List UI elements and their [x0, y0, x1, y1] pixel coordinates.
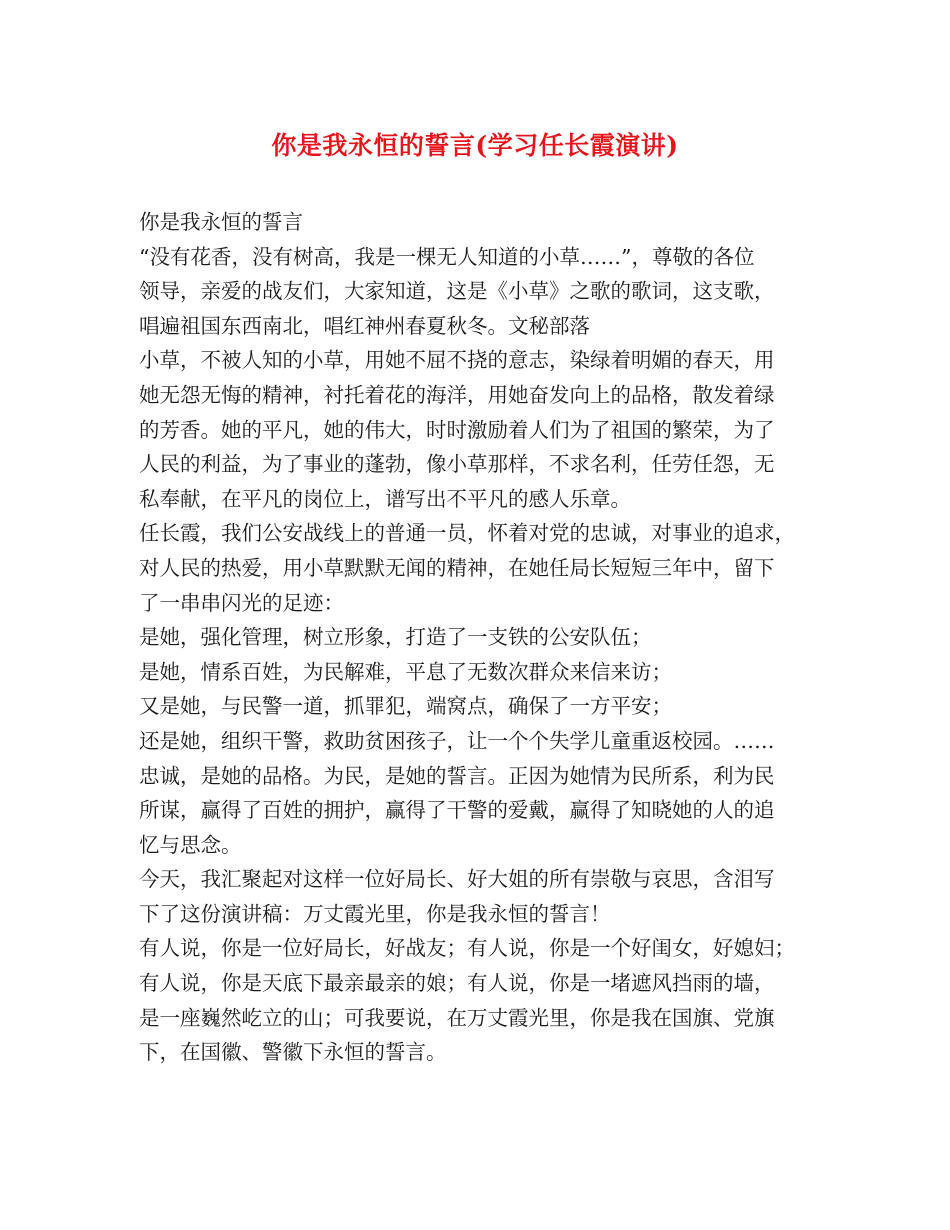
body-line: 所谋，赢得了百姓的拥护，赢得了干警的爱戴，赢得了知晓她的人的追 — [139, 798, 775, 823]
body-line: 她无怨无悔的精神，衬托着花的海洋，用她奋发向上的品格，散发着绿 — [139, 382, 775, 407]
body-line: 是她，强化管理，树立形象，打造了一支铁的公安队伍； — [139, 625, 652, 650]
body-line: 是她，情系百姓，为民解难，平息了无数次群众来信来访； — [139, 659, 672, 684]
body-line: 唱遍祖国东西南北，唱红神州春夏秋冬。文秘部落 — [139, 313, 590, 338]
body-line: 小草，不被人知的小草，用她不屈不挠的意志，染绿着明媚的春天，用 — [139, 348, 775, 373]
body-line: 下，在国徽、警徽下永恒的誓言。 — [139, 1040, 447, 1065]
body-line: 领导，亲爱的战友们，大家知道，这是《小草》之歌的歌词，这支歌， — [139, 279, 775, 304]
body-line: 了一串串闪光的足迹： — [139, 590, 344, 615]
body-line: 对人民的热爱，用小草默默无闻的精神，在她任局长短短三年中，留下 — [139, 555, 775, 580]
body-line: 任长霞，我们公安战线上的普通一员，怀着对党的忠诚，对事业的追求， — [139, 521, 795, 546]
body-line: 有人说，你是一位好局长，好战友；有人说，你是一个好闺女，好媳妇； — [139, 936, 795, 961]
body-line: 是一座巍然屹立的山；可我要说，在万丈霞光里，你是我在国旗、党旗 — [139, 1005, 775, 1030]
document-body — [139, 205, 829, 1070]
body-line: 忠诚，是她的品格。为民，是她的誓言。正因为她情为民所系，利为民 — [139, 763, 775, 788]
document-title: 你是我永恒的誓言(学习任长霞演讲) — [271, 131, 679, 160]
body-line: “没有花香，没有树高，我是一棵无人知道的小草……”，尊敬的各位 — [139, 244, 755, 269]
body-line: 忆与思念。 — [139, 832, 242, 857]
body-line: 下了这份演讲稿：万丈霞光里，你是我永恒的誓言！ — [139, 901, 611, 926]
body-line: 今天，我汇聚起对这样一位好局长、好大姐的所有崇敬与哀思，含泪写 — [139, 867, 775, 892]
body-line: 你是我永恒的誓言 — [139, 210, 303, 234]
body-line: 又是她，与民警一道，抓罪犯，端窝点，确保了一方平安； — [139, 694, 672, 719]
body-line: 私奉献，在平凡的岗位上，谱写出不平凡的感人乐章。 — [139, 486, 631, 511]
body-line: 人民的利益，为了事业的蓬勃，像小草那样，不求名利，任劳任怨，无 — [139, 452, 775, 477]
body-line: 的芳香。她的平凡，她的伟大，时时激励着人们为了祖国的繁荣，为了 — [139, 417, 775, 442]
body-line: 还是她，组织干警，救助贫困孩子，让一个个失学儿童重返校园。…… — [139, 728, 775, 753]
body-line: 有人说，你是天底下最亲最亲的娘；有人说，你是一堵遮风挡雨的墙， — [139, 971, 775, 996]
